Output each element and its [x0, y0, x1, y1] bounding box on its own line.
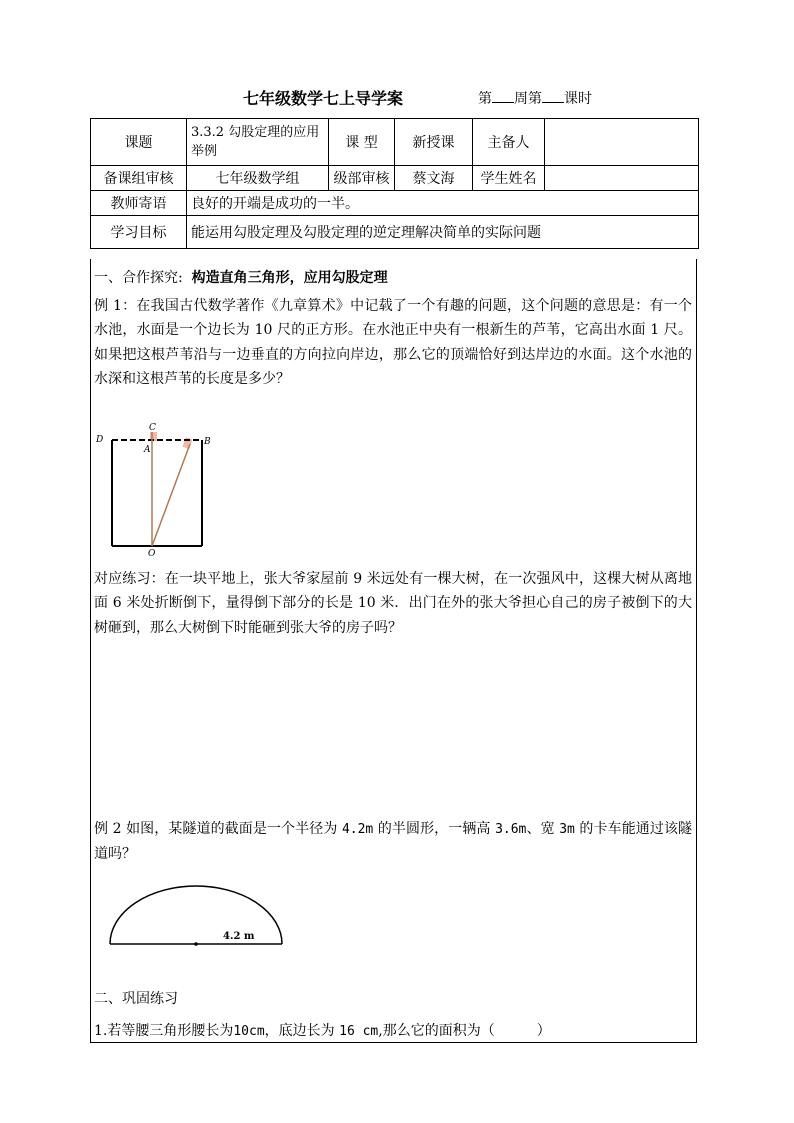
tunnel-arc — [110, 886, 282, 944]
pond-figure — [92, 418, 222, 558]
tunnel-radius-label: 4.2 m — [223, 931, 255, 942]
type-value: 新授课 — [395, 119, 473, 166]
grade-label: 级部审核 — [329, 166, 395, 191]
message-value: 良好的开端是成功的一半。 — [187, 191, 699, 216]
example2-text — [94, 817, 692, 867]
example2-radius: 4.2m — [341, 822, 374, 837]
q1-leg: 10cm — [233, 1024, 265, 1039]
section1-heading — [94, 266, 692, 290]
label-b: B — [204, 437, 211, 447]
week-blank[interactable] — [492, 90, 514, 103]
tunnel-figure — [105, 872, 290, 952]
goal-value: 能运用勾股定理及勾股定理的逆定理解决简单的实际问题 — [187, 216, 699, 249]
example2-part-b: 的半圆形，一辆高 — [377, 821, 491, 837]
label-o: O — [148, 549, 156, 558]
q1-base: 16 cm — [339, 1024, 379, 1039]
example2-part-c: 、宽 — [526, 821, 555, 837]
label-c: C — [149, 423, 156, 433]
week-mid: 周第 — [514, 91, 542, 107]
grade-value: 蔡文海 — [395, 166, 473, 191]
q1-part-c: ,那么它的面积为（ ） — [378, 1023, 551, 1039]
section1-prefix: 一、合作探究: — [94, 270, 183, 286]
period-blank[interactable] — [542, 90, 564, 103]
q1-part-a: 1.若等腰三角形腰长为 — [94, 1023, 234, 1039]
type-label: 课 型 — [329, 119, 395, 166]
practice-text: 对应练习：在一块平地上，张大爷家屋前 9 米远处有一棵大树，在一次强风中，这棵大树从离地面 6 米处折断倒下，量得倒下部分的长是 10 米．出门在外的张大爷担心自己的房子被倒下的大树砸到，那么大树倒下时能砸到张大爷的房子吗？ — [94, 571, 692, 636]
week-suffix: 课时 — [564, 91, 592, 107]
student-value[interactable] — [545, 166, 699, 191]
example2-part-d: 的卡车能通过该隧道吗？ — [94, 821, 693, 863]
student-label: 学生姓名 — [473, 166, 545, 191]
group-value: 七年级数学组 — [187, 166, 329, 191]
example2-height: 3.6m — [495, 822, 527, 837]
question1-text — [94, 1019, 692, 1044]
title-line — [0, 86, 794, 110]
week-prefix: 第 — [478, 91, 492, 107]
q1-part-b: ，底边长为 — [264, 1023, 335, 1039]
topic-label: 课题 — [91, 119, 187, 166]
info-table — [90, 118, 699, 249]
label-d: D — [96, 435, 104, 445]
example2-part-a: 例 2 如图，某隧道的截面是一个半径为 — [94, 821, 338, 837]
section2-heading: 二、巩固练习 — [94, 991, 178, 1007]
label-a: A — [144, 445, 151, 455]
page-title: 七年级数学七上导学案 — [243, 89, 404, 108]
topic-value: 3.3.2 勾股定理的应用举例 — [187, 119, 329, 166]
section1-title: 构造直角三角形，应用勾股定理 — [191, 270, 388, 286]
week-period-line — [478, 88, 592, 108]
preparer-value[interactable] — [545, 119, 699, 166]
tunnel-center-point — [194, 942, 198, 946]
example2-width: 3m — [559, 822, 575, 837]
goal-label: 学习目标 — [91, 216, 187, 249]
message-label: 教师寄语 — [91, 191, 187, 216]
group-label: 备课组审核 — [91, 166, 187, 191]
reed-pulled — [152, 444, 190, 546]
example1-text: 例 1：在我国古代数学著作《九章算术》中记载了一个有趣的问题，这个问题的意思是：有一个水池，水面是一个边长为 10 尺的正方形。在水池正中央有一根新生的芦苇，它高出水面 1 尺。如果把这根芦苇沿与一边垂直的方向拉向岸边，那么它的顶端恰好到达岸边的水面。这个水池的水深和这根芦苇的长度是多少？ — [94, 298, 692, 387]
preparer-label: 主备人 — [473, 119, 545, 166]
